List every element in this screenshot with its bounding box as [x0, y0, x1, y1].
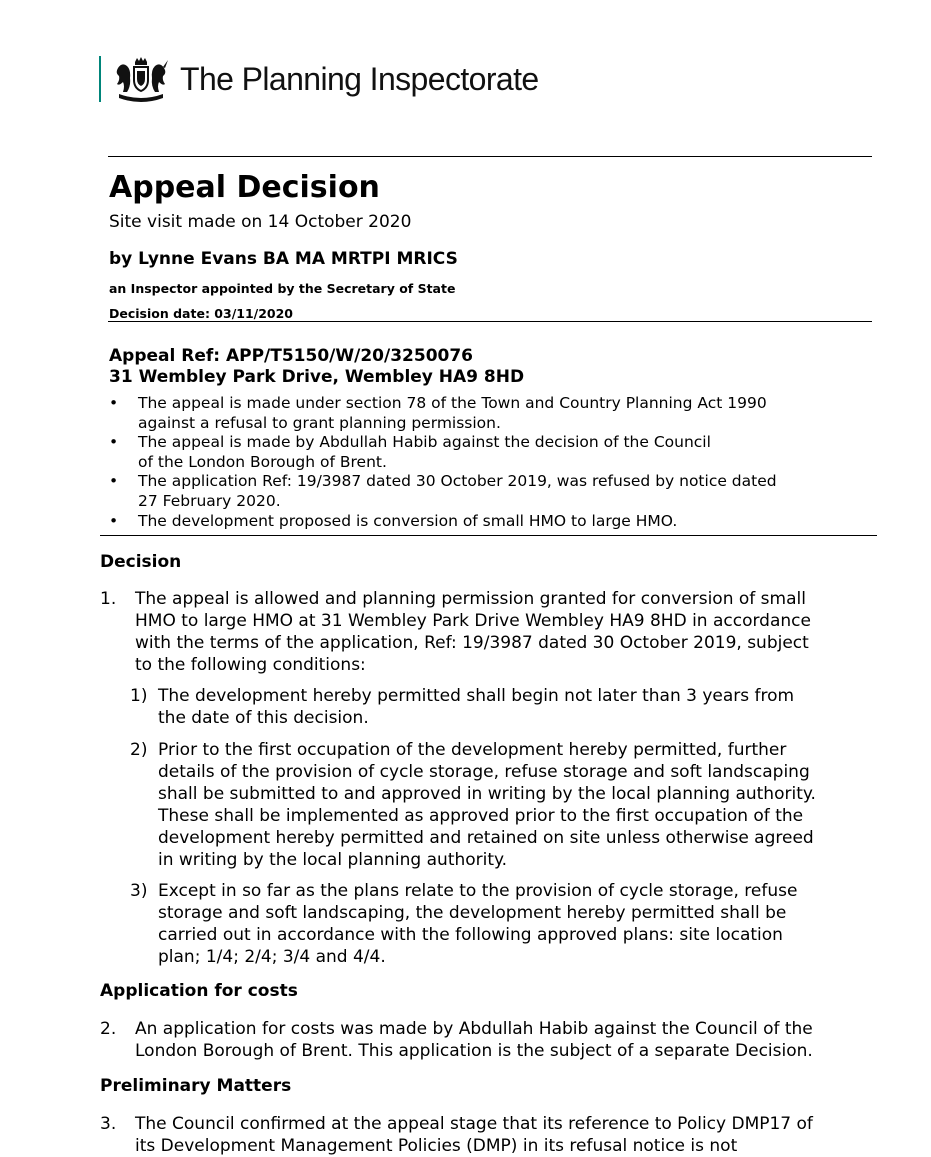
appeal-address: 31 Wembley Park Drive, Wembley HA9 8HD: [109, 367, 525, 387]
bullet-text: The application Ref: 19/3987 dated 30 October 2019, was refused by notice dated 27 February 2020.: [138, 472, 777, 510]
paragraph-number: 3.: [100, 1114, 117, 1134]
header-divider: [108, 156, 872, 157]
site-visit-date: Site visit made on 14 October 2020: [109, 212, 412, 232]
paragraph-number: 2.: [100, 1019, 117, 1039]
inspector-name: by Lynne Evans BA MA MRTPI MRICS: [109, 249, 458, 269]
appeal-reference-block: [109, 346, 524, 388]
bullet-text: The appeal is made by Abdullah Habib against the decision of the Council of the London Borough of Brent.: [138, 433, 711, 471]
condition-text: Prior to the first occupation of the development hereby permitted, further details of the provision of cycle storage, refuse storage and soft landscaping shall be submitted to and approved in writing by the local planning authority. These shall be implemented as approved prior to the first occupation of the development hereby permitted and retained on site unless otherwise agreed in writing by the local planning authority.: [158, 740, 816, 870]
paragraph-text: An application for costs was made by Abdullah Habib against the Council of the London Borough of Brent. This application is the subject of a separate Decision.: [135, 1019, 813, 1061]
bullet-icon: •: [109, 433, 119, 451]
bullet-icon: •: [109, 512, 119, 530]
condition-number: 2): [130, 740, 148, 760]
decision-heading: Decision: [100, 552, 182, 572]
condition-text: Except in so far as the plans relate to the provision of cycle storage, refuse storage and soft landscaping, the development hereby permitted shall be carried out in accordance with the following approved plans: site location plan; 1/4; 2/4; 3/4 and 4/4.: [158, 881, 798, 967]
condition-number: 1): [130, 686, 148, 706]
bullet-text: The development proposed is conversion of small HMO to large HMO.: [138, 512, 678, 530]
paragraph-text: The appeal is allowed and planning permission granted for conversion of small HMO to large HMO at 31 Wembley Park Drive Wembley HA9 8HD in accordance with the terms of the application, Ref: 19/3987 dated 30 October 2019, subject to the following conditions:: [135, 589, 811, 675]
bullet-text: The appeal is made under section 78 of the Town and Country Planning Act 1990 against a refusal to grant planning permission.: [138, 394, 767, 432]
inspector-appointment: an Inspector appointed by the Secretary of State: [109, 281, 456, 296]
document-title: Appeal Decision: [109, 170, 380, 205]
decision-date: Decision date: 03/11/2020: [109, 306, 294, 321]
appeal-ref: Appeal Ref: APP/T5150/W/20/3250076: [109, 346, 474, 366]
brand-accent-bar: [99, 56, 101, 102]
condition-text: The development hereby permitted shall begin not later than 3 years from the date of this decision.: [158, 686, 795, 728]
condition-number: 3): [130, 881, 148, 901]
preliminary-matters-heading: Preliminary Matters: [100, 1076, 292, 1096]
paragraph-text: The Council confirmed at the appeal stage that its reference to Policy DMP17 of its Development Management Policies (DMP) in its refusal notice is not: [135, 1114, 813, 1156]
summary-divider: [100, 535, 877, 536]
bullet-icon: •: [109, 472, 119, 490]
costs-heading: Application for costs: [100, 981, 298, 1001]
royal-coat-of-arms-icon: [113, 56, 169, 102]
paragraph-number: 1.: [100, 589, 117, 609]
decision-divider: [108, 321, 872, 322]
organisation-name: The Planning Inspectorate: [180, 61, 539, 97]
bullet-icon: •: [109, 394, 119, 412]
